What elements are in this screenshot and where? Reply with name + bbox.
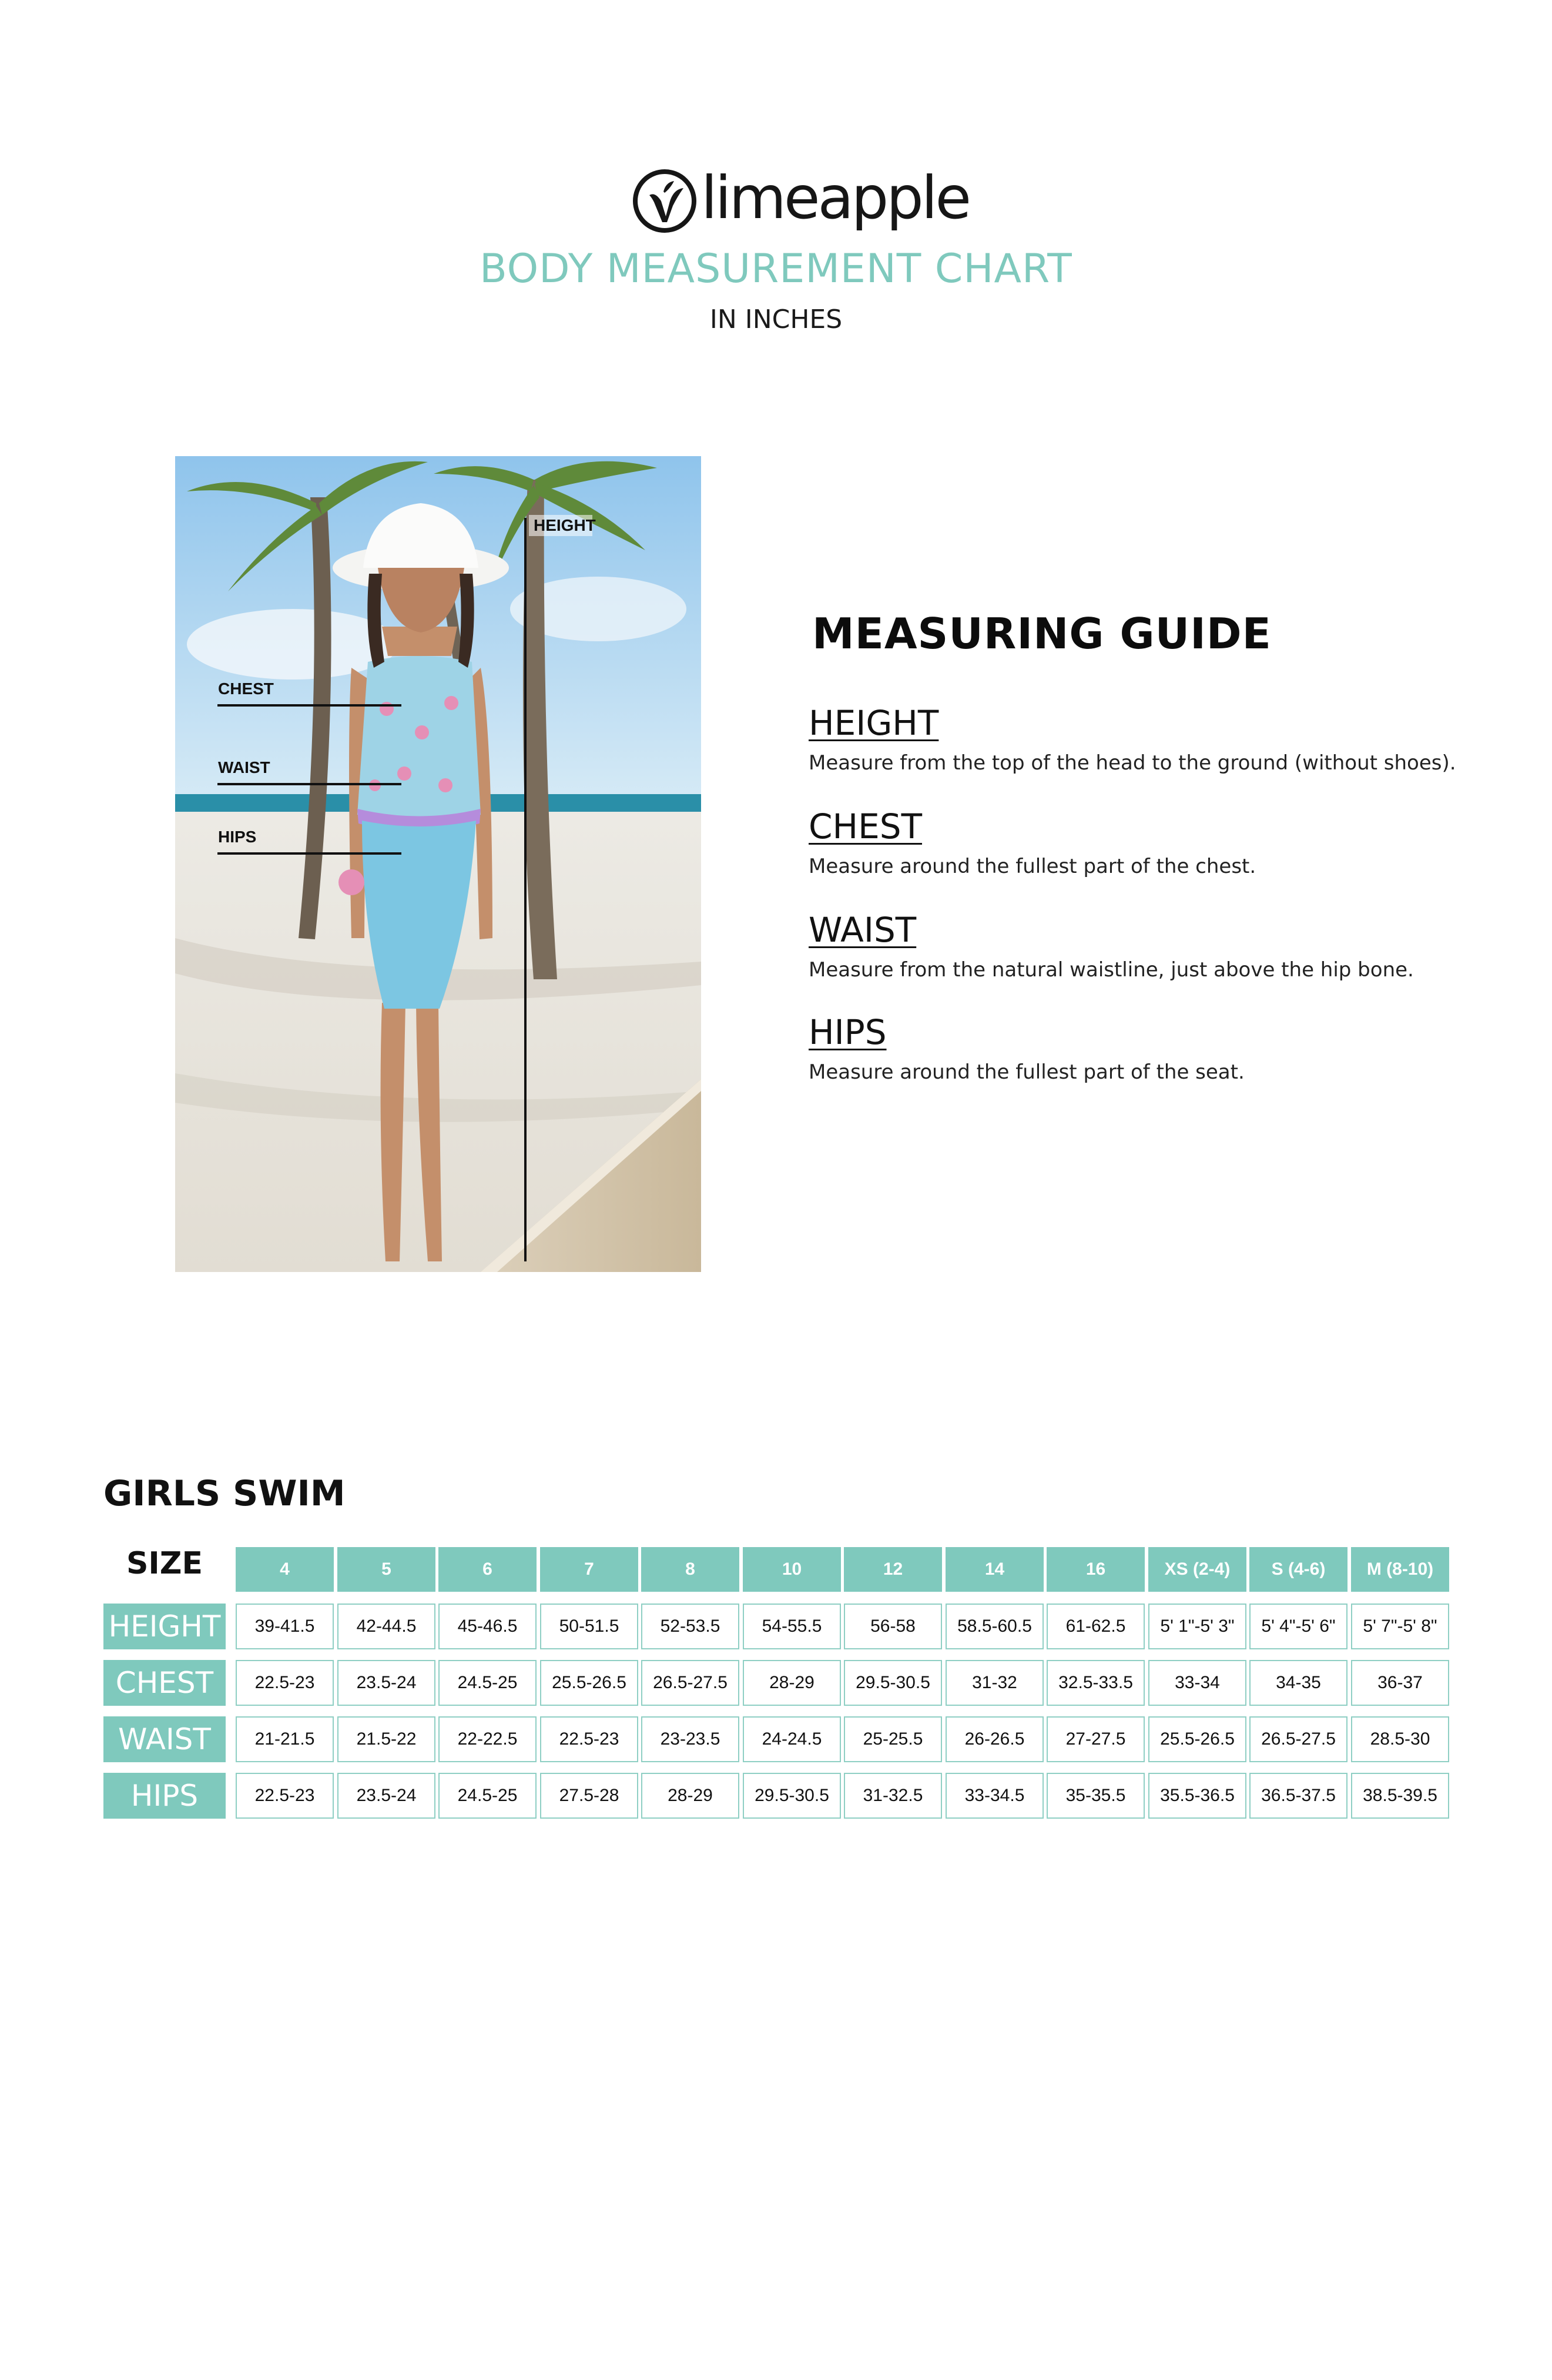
size-header-cell: M (8-10) bbox=[1351, 1547, 1449, 1592]
row-label-hips: HIPS bbox=[103, 1773, 226, 1819]
size-header-cell: 8 bbox=[641, 1547, 739, 1592]
size-header-cell: 14 bbox=[946, 1547, 1044, 1592]
table-cell: 39-41.5 bbox=[236, 1604, 334, 1649]
limeapple-logo-icon bbox=[632, 168, 698, 234]
page-title: BODY MEASUREMENT CHART bbox=[480, 246, 1072, 292]
table-cell: 34-35 bbox=[1249, 1660, 1347, 1706]
photo-label-waist: WAIST bbox=[218, 758, 270, 776]
size-header-cell: 4 bbox=[236, 1547, 334, 1592]
table-cell: 45-46.5 bbox=[438, 1604, 537, 1649]
table-cell: 28-29 bbox=[641, 1773, 739, 1819]
size-header-cell: 10 bbox=[743, 1547, 841, 1592]
row-label-chest: CHEST bbox=[103, 1660, 226, 1706]
table-cell: 28.5-30 bbox=[1351, 1716, 1449, 1762]
table-cell: 23-23.5 bbox=[641, 1716, 739, 1762]
table-cell: 31-32 bbox=[946, 1660, 1044, 1706]
table-cell: 22-22.5 bbox=[438, 1716, 537, 1762]
photo-label-height: HEIGHT bbox=[534, 516, 596, 534]
table-cell: 27.5-28 bbox=[540, 1773, 638, 1819]
table-cell: 61-62.5 bbox=[1047, 1604, 1145, 1649]
row-label-height: HEIGHT bbox=[103, 1604, 226, 1649]
guide-text-height: Measure from the top of the head to the ground (without shoes). bbox=[809, 751, 1456, 775]
guide-text-waist: Measure from the natural waistline, just above the hip bone. bbox=[809, 958, 1414, 982]
table-cell: 24-24.5 bbox=[743, 1716, 841, 1762]
table-cell: 23.5-24 bbox=[337, 1773, 435, 1819]
table-cell: 5' 1"-5' 3" bbox=[1148, 1604, 1246, 1649]
table-cell: 26.5-27.5 bbox=[641, 1660, 739, 1706]
table-cell: 33-34 bbox=[1148, 1660, 1246, 1706]
table-cell: 35-35.5 bbox=[1047, 1773, 1145, 1819]
table-cell: 32.5-33.5 bbox=[1047, 1660, 1145, 1706]
table-cell: 26-26.5 bbox=[946, 1716, 1044, 1762]
beach-photo-illustration bbox=[175, 456, 701, 1272]
table-cell: 35.5-36.5 bbox=[1148, 1773, 1246, 1819]
guide-heading-waist: WAIST bbox=[809, 910, 917, 950]
table-cell: 28-29 bbox=[743, 1660, 841, 1706]
table-cell: 36.5-37.5 bbox=[1249, 1773, 1347, 1819]
guide-text-hips: Measure around the fullest part of the seat. bbox=[809, 1060, 1245, 1084]
size-header-cell: 5 bbox=[337, 1547, 435, 1592]
table-cell: 22.5-23 bbox=[540, 1716, 638, 1762]
table-cell: 26.5-27.5 bbox=[1249, 1716, 1347, 1762]
table-cell: 24.5-25 bbox=[438, 1773, 537, 1819]
brand-logo bbox=[632, 163, 970, 240]
photo-label-hips: HIPS bbox=[218, 828, 257, 846]
table-cell: 27-27.5 bbox=[1047, 1716, 1145, 1762]
table-cell: 25.5-26.5 bbox=[540, 1660, 638, 1706]
table-cell: 25-25.5 bbox=[844, 1716, 942, 1762]
table-cell: 22.5-23 bbox=[236, 1660, 334, 1706]
table-cell: 50-51.5 bbox=[540, 1604, 638, 1649]
size-header-cell: 16 bbox=[1047, 1547, 1145, 1592]
table-cell: 24.5-25 bbox=[438, 1660, 537, 1706]
table-cell: 29.5-30.5 bbox=[743, 1773, 841, 1819]
size-header-cell: 6 bbox=[438, 1547, 537, 1592]
table-cell: 21-21.5 bbox=[236, 1716, 334, 1762]
size-header-cell: S (4-6) bbox=[1249, 1547, 1347, 1592]
table-cell: 42-44.5 bbox=[337, 1604, 435, 1649]
guide-text-chest: Measure around the fullest part of the chest. bbox=[809, 855, 1256, 878]
size-header-cell: XS (2-4) bbox=[1148, 1547, 1246, 1592]
guide-heading-height: HEIGHT bbox=[809, 703, 939, 743]
table-cell: 33-34.5 bbox=[946, 1773, 1044, 1819]
photo-label-chest: CHEST bbox=[218, 679, 274, 698]
size-header-cell: 7 bbox=[540, 1547, 638, 1592]
table-cell: 23.5-24 bbox=[337, 1660, 435, 1706]
table-cell: 52-53.5 bbox=[641, 1604, 739, 1649]
table-cell: 58.5-60.5 bbox=[946, 1604, 1044, 1649]
table-cell: 21.5-22 bbox=[337, 1716, 435, 1762]
guide-heading-chest: CHEST bbox=[809, 806, 923, 846]
table-cell: 29.5-30.5 bbox=[844, 1660, 942, 1706]
table-cell: 38.5-39.5 bbox=[1351, 1773, 1449, 1819]
size-row-label: SIZE bbox=[126, 1546, 203, 1581]
table-cell: 22.5-23 bbox=[236, 1773, 334, 1819]
table-cell: 5' 7"-5' 8" bbox=[1351, 1604, 1449, 1649]
measurement-photo bbox=[175, 456, 701, 1272]
table-cell: 5' 4"-5' 6" bbox=[1249, 1604, 1347, 1649]
section-title-girls-swim: GIRLS SWIM bbox=[103, 1473, 346, 1514]
size-header-cell: 12 bbox=[844, 1547, 942, 1592]
row-label-waist: WAIST bbox=[103, 1716, 226, 1762]
measuring-guide-title: MEASURING GUIDE bbox=[812, 609, 1272, 658]
table-cell: 54-55.5 bbox=[743, 1604, 841, 1649]
table-cell: 25.5-26.5 bbox=[1148, 1716, 1246, 1762]
table-cell: 36-37 bbox=[1351, 1660, 1449, 1706]
brand-wordmark: limeapple bbox=[701, 163, 970, 232]
table-cell: 56-58 bbox=[844, 1604, 942, 1649]
table-cell: 31-32.5 bbox=[844, 1773, 942, 1819]
page-subtitle: IN INCHES bbox=[709, 304, 843, 334]
guide-heading-hips: HIPS bbox=[809, 1012, 887, 1052]
